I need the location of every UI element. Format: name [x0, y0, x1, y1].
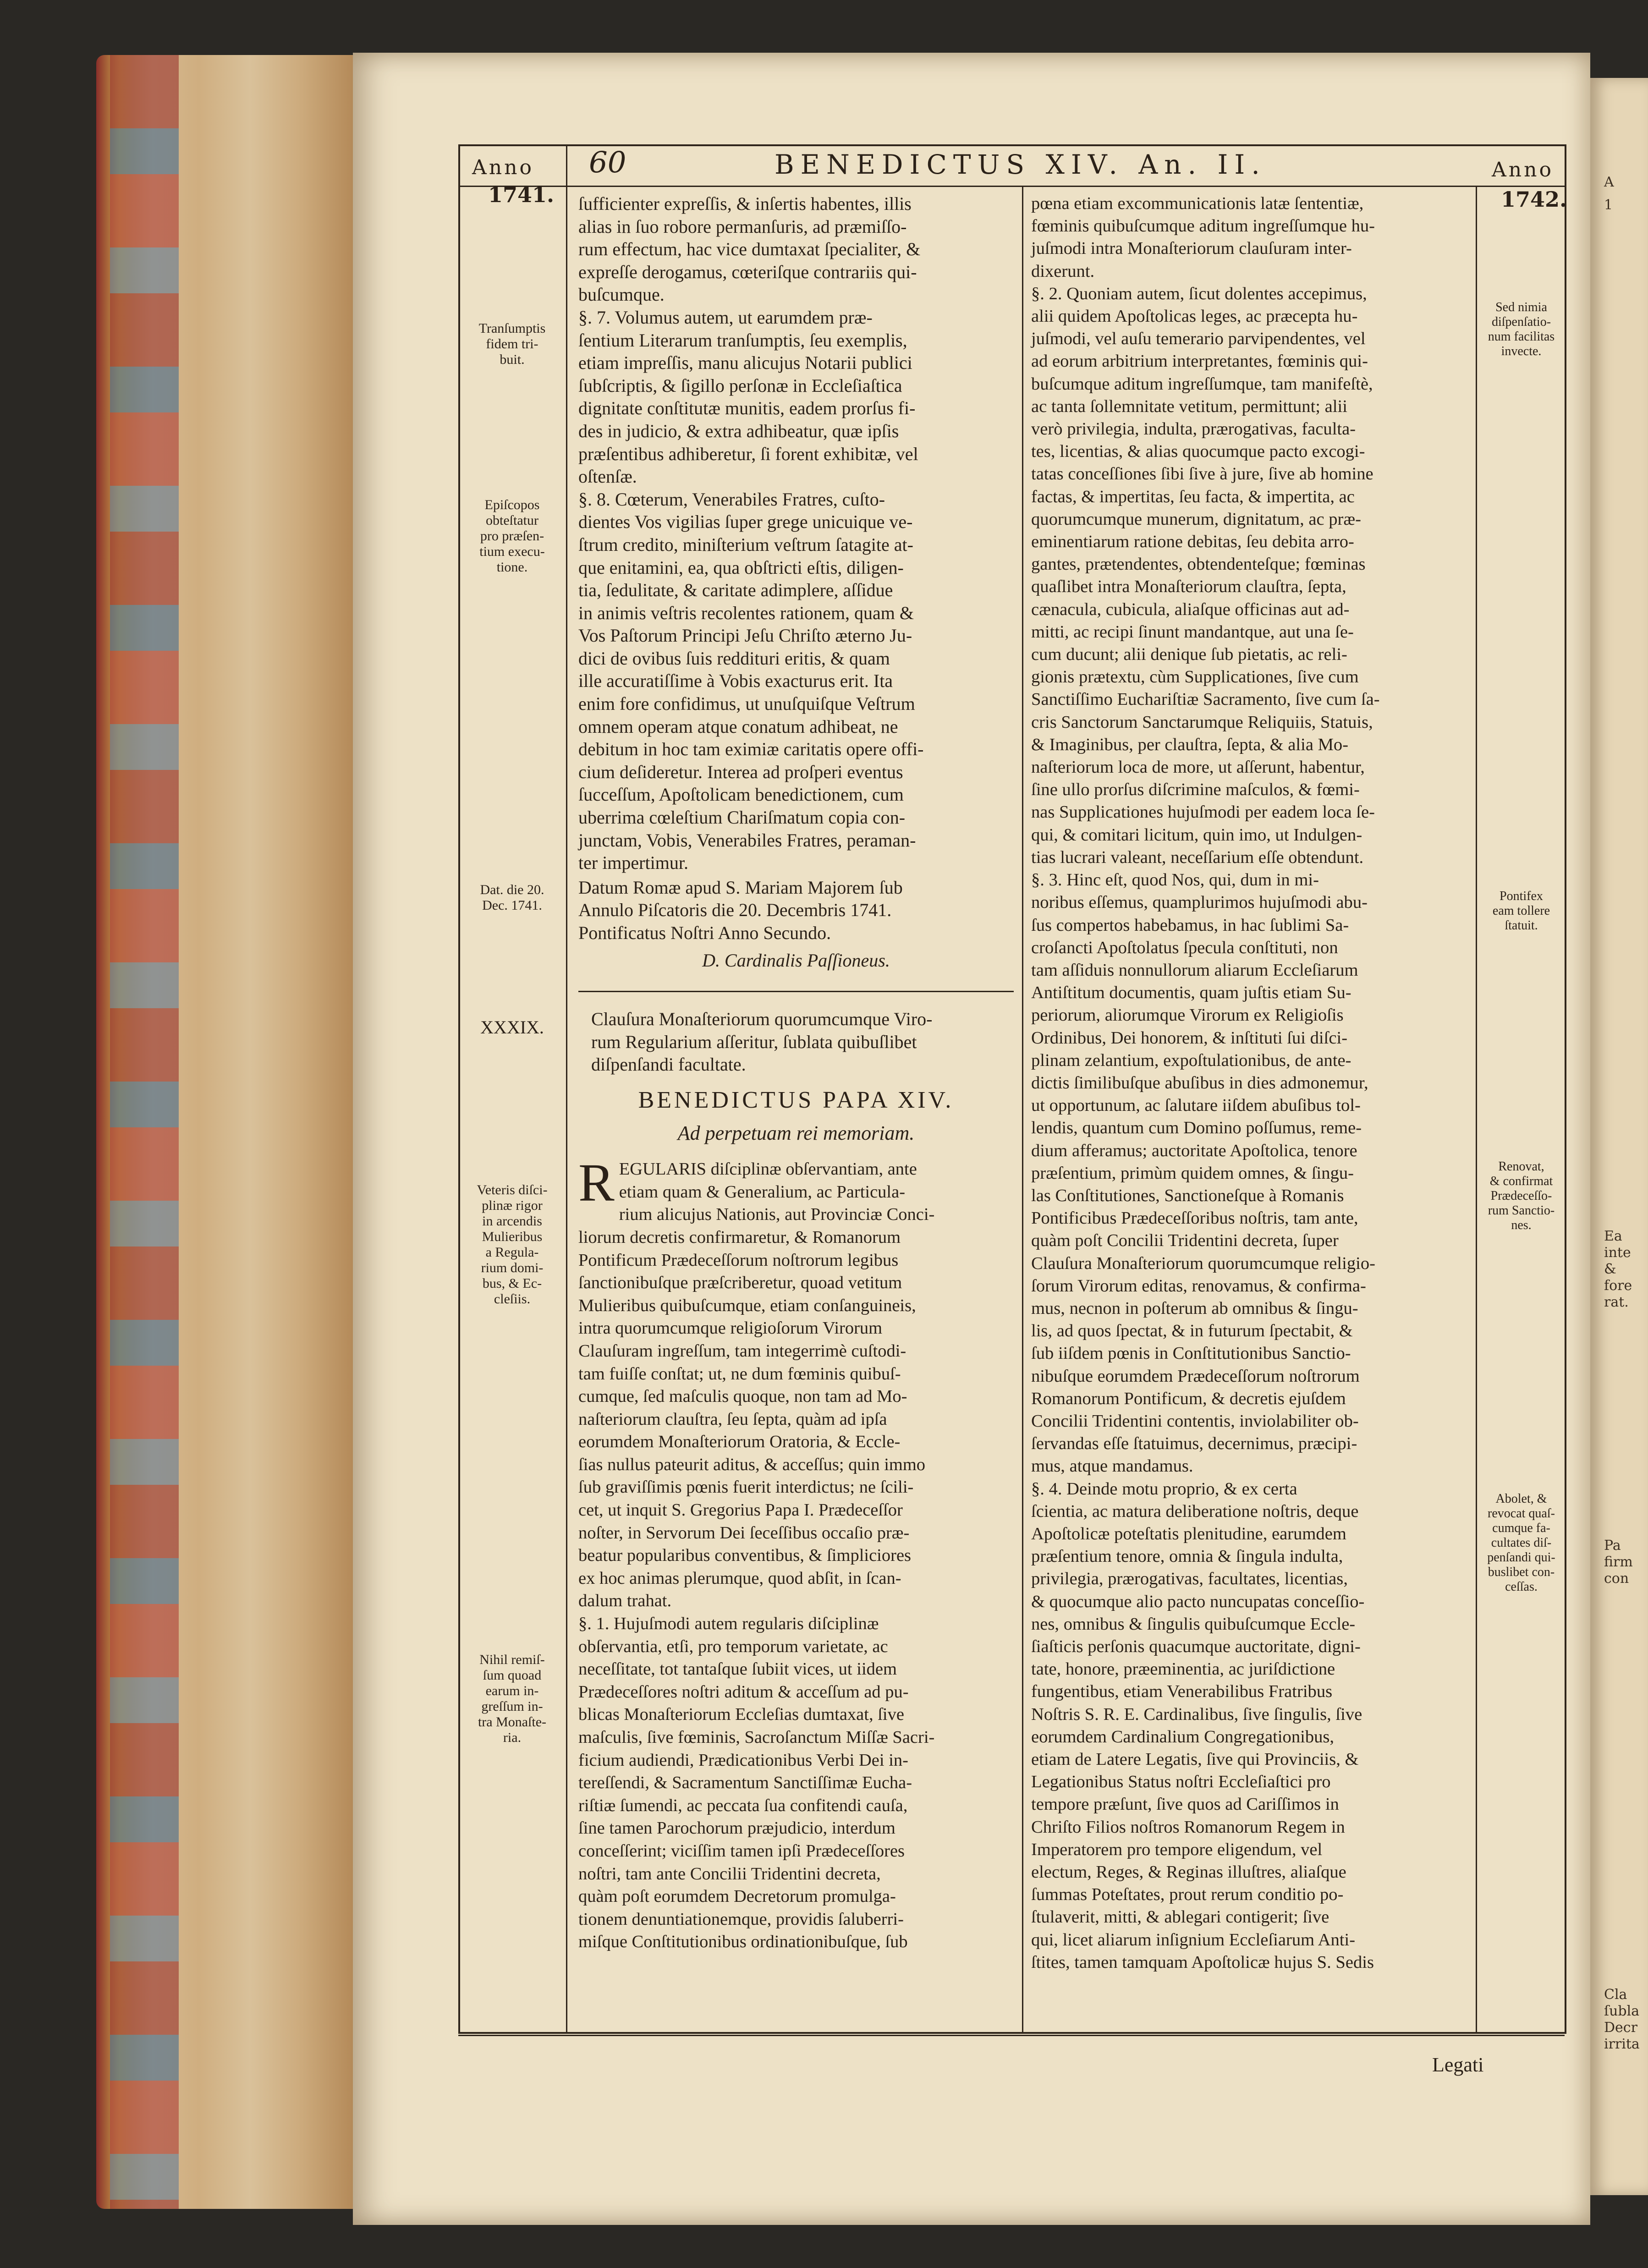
- margin-note: Dat. die 20. Dec. 1741.: [480, 882, 544, 913]
- column-divider: [1022, 186, 1023, 2032]
- paragraph: §. 7. Volumus autem, ut earumdem præ- ſentium Literarum tranſumptis, ſeu exemplis, etiam impreſſis, manu alicujus Notarii publici ſubſcriptis, & ſigillo perſonæ in Eccleſiaſtica dignitate conſtitutæ munitis, eadem prorſus fi- des in judicio, & extra adhibeatur, quæ ipſis præſentibus adhiberetur, ſi forent exhibitæ, vel oſtenſæ.: [578, 307, 918, 487]
- paragraph-text: EGULARIS diſciplinæ obſervantiam, ante etiam quam & Generalium, ac Particula- rium alicujus Nationis, aut Provinciæ Conci- liorum decretis confirmaretur, & Romanorum Pontificum Prædeceſſorum noſtrorum legibus ſanctionibuſque præſcriberetur, quoad vetitum Mulieribus quibuſcumque, etiam conſanguineis, intra quorumcumque religioſorum Virorum Clauſuram ingreſſum, tam integerrimè cuſtodi- tam fuiſſe conſtat; ut, ne dum fœminis quibuſ- cumque, ſed maſculis quoque, non tam ad Mo- naſteriorum clauſtra, ſeu ſepta, quàm ad ipſa eorumdem Monaſteriorum Oratoria, & Eccle- ſias nullus pateurit aditus, & acceſſus; quin immo ſub graviſſimis pœnis fuerit interdictus; ne ſcili- cet, ut inquit S. Gregorius Papa I. Prædeceſſor noſter, in Servorum Dei ſeceſſibus occaſio præ- beatur popularibus conventibus, & ſimpliciores ex hoc animas plerumque, quod abſit, in ſcan- dalum trahat.: [578, 1159, 935, 1611]
- next-page-fragment: inte: [1604, 1245, 1631, 1261]
- next-page-fragment: irrita: [1604, 2036, 1640, 2052]
- right-column: [1031, 192, 1471, 1974]
- next-page-fragment: firm: [1604, 1554, 1633, 1570]
- next-page-fragment: con: [1604, 1571, 1629, 1587]
- document-heading: BENEDICTUS PAPA XIV.: [638, 1087, 954, 1113]
- paragraph: [578, 1153, 1014, 1613]
- book-fore-edge: [96, 55, 353, 2209]
- margin-note: Sed nimia diſpenſatio- num facilitas invecte.: [1488, 300, 1555, 358]
- section-divider: [578, 991, 1014, 992]
- paragraph: §. 4. Deinde motu proprio, & ex certa ſcientia, ac matura deliberatione noſtris, deque Apoſtolicæ poteſtatis plenitudine, earumdem præſentium tenore, omnia & ſingula indulta, privilegia, prærogativas, facultates, licentias, & quocumque alio pacto nuncupatas conceſſio- nes, omnibus & ſingulis quibuſcumque Eccle- ſiaſticis perſonis quacumque auctoritate, digni- tate, honore, præeminentia, ac juriſdictione fungentibus, etiam Venerabilibus Fratribus Noſtris S. R. E. Cardinalibus, ſive ſingulis, ſive eorumdem Cardinalium Congregationibus, etiam de Latere Legatis, ſive qui Provinciis, & Legationibus Status noſtri Eccleſiaſtici pro tempore præſunt, ſive quos ad Cariſſimos in Chriſto Filios noſtros Romanorum Regem in Imperatorem pro tempore eligendum, vel electum, Reges, & Reginas illuſtres, aliaſque ſummas Poteſtates, prout rerum conditio po- ſtulaverit, mitti, & ablegari contigerit; ſive qui, licet aliarum inſignium Eccleſiarum Anti- ſtites, tamen tamquam Apoſtolicæ hujus S. Sedis: [1031, 1479, 1374, 1972]
- catchword: Legati: [1432, 2054, 1484, 2076]
- header-rule: [458, 186, 1565, 187]
- document-summary: Clauſura Monaſteriorum quorumcumque Viro- rum Regularium aſſeritur, ſublata quibuſlibet diſpenſandi facultate.: [591, 1009, 933, 1075]
- bottom-rule: [458, 2035, 1565, 2036]
- next-page-fragment: A: [1604, 174, 1614, 190]
- next-page-edge: [1590, 78, 1648, 2195]
- paragraph: §. 1. Hujuſmodi autem regularis diſciplinæ obſervantia, etſi, pro temporum varietate, ac neceſſitate, tot tantaſque ſubiit vices, ut iidem Prædeceſſores noſtri aditum & acceſſum ad pu- blicas Monaſteriorum Eccleſias dumtaxat, ſive maſculis, ſive fœminis, Sacroſanctum Miſſæ Sacri- ficium audiendi, Prædicationibus Verbi Dei in- tereſſendi, & Sacramentum Sanctiſſimæ Eucha- riſtiæ ſumendi, ac peccata ſua confitendi cauſa, ſine tamen Parochorum præjudicio, interdum conceſſerint; viciſſim tamen ipſi Prædeceſſores noſtri, tam ante Concilii Tridentini decreta, quàm poſt eorumdem Decretorum promulga- tionem denuntiationemque, providis ſaluberri- miſque Conſtitutionibus ordinationibuſque, ſub: [578, 1614, 935, 1952]
- signature: D. Cardinalis Paſſioneus.: [702, 950, 890, 971]
- next-page-fragment: Ea: [1604, 1228, 1622, 1244]
- left-margin-rule: [566, 144, 567, 2032]
- margin-note: Pontifex eam tollere ſtatuit.: [1492, 889, 1550, 933]
- margin-note-number: XXXIX.: [480, 1017, 544, 1038]
- next-page-fragment: &: [1604, 1261, 1616, 1277]
- next-page-fragment: Pa: [1604, 1538, 1621, 1554]
- anno-right: Anno: [1492, 158, 1554, 181]
- next-page-fragment: Cla: [1604, 1987, 1627, 2003]
- drop-capital: R: [578, 1153, 615, 1213]
- next-page-fragment: fore: [1604, 1278, 1632, 1294]
- year-right: 1742.: [1501, 187, 1567, 212]
- year-left: 1741.: [488, 182, 555, 207]
- dating-clause: Datum Romæ apud S. Mariam Majorem ſub Annulo Piſcatoris die 20. Decembris 1741. Pontificatus Noſtri Anno Secundo.: [578, 877, 903, 943]
- margin-note: Tranſumptis fidem tri- buit.: [478, 321, 546, 367]
- margin-note: Veteris diſci- plinæ rigor in arcendis Mulieribus a Regula- rium domi- bus, & Ec- cleſiis.: [477, 1182, 548, 1307]
- paragraph: §. 3. Hinc eſt, quod Nos, qui, dum in mi- noribus eſſemus, quamplurimos hujuſmodi abu- ſus compertos habebamus, in hac ſublimi Sa- croſancti Apoſtolatus ſpecula conſtituti, non tam aſſiduis nonnullorum aliarum Eccleſiarum Antiſtitum documentis, quam juſtis etiam Su- periorum, aliorumque Virorum ex Religioſis Ordinibus, Dei honorem, & inſtituti ſui diſci- plinam zelantium, expoſtulationibus, de ante- dictis ſimilibuſque abuſibus in dies admonemur, ut opportunum, ac ſalutare iiſdem abuſibus tol- lendis, quantum cum Domino poſſumus, reme- dium afferamus; auctoritate Apoſtolica, tenore præſentium, primùm quidem omnes, & ſingu- las Conſtitutiones, Sanctioneſque à Romanis Pontificibus Prædeceſſoribus noſtris, tam ante, quàm poſt Concilii Tridentini decreta, ſuper Clauſura Monaſteriorum quorumcumque religio- ſorum Virorum editas, renovamus, & confirma- mus, necnon in poſterum ab omnibus & ſingu- lis, ad quos ſpectat, & in futurum ſpectabit, & ſub iiſdem pœnis in Conſtitutionibus Sanctio- nibuſque eorumdem Prædeceſſorum noſtrorum Romanorum Pontificum, & decretis ejuſdem Concilii Tridentini contentis, inviolabiliter ob- ſervandas eſſe ſtatuimus, decernimus, præcipi- mus, atque mandamus.: [1031, 870, 1376, 1476]
- paragraph: §. 8. Cœterum, Venerabiles Fratres, cuſto- dientes Vos vigilias ſuper grege unicuique ve- ſtrum credito, miniſterium veſtrum ſatagite at- que enitamini, ea, qua obſtricti eſtis, diligen- tia, ſedulitate, & caritate adimplere, aſſidue in animis veſtris recolentes rationem, quam & Vos Paſtorum Principi Jeſu Chriſto æterno Ju- dici de ovibus ſuis reddituri eritis, & quam ille accuratiſſime à Vobis exacturus erit. Ita enim fore confidimus, ut unuſquiſque Veſtrum omnem operam atque conatum adhibeat, ne debitum in hoc tam eximiæ caritatis opere offi- cium deſideretur. Interea ad proſperi eventus ſucceſſum, Apoſtolicam benedictionem, cum uberrima cœleſtium Chariſmatum copia con- junctam, Vobis, Venerabiles Fratres, peraman- ter impertimur.: [578, 489, 924, 873]
- right-margin-rule: [1476, 186, 1477, 2032]
- next-page-fragment: rat.: [1604, 1294, 1629, 1310]
- left-column: [578, 192, 1014, 1954]
- paragraph: §. 2. Quoniam autem, ſicut dolentes accepimus, alii quidem Apoſtolicas leges, ac præcepta hu- juſmodi, vel auſu temerario parvipendentes, vel ad eorum arbitrium interpretantes, fœminis qui- buſcumque aditum ingreſſumque, tam manifeſtè, ac tanta ſollemnitate vetitum, permittunt; alii verò privilegia, indulta, prærogativas, faculta- tes, licentias, & alias quocumque pacto excogi- tatas conceſſiones ſibi ſive à jure, ſive ab homine factas, & impertitas, ſeu facta, & impertita, ac quorumcumque munerum, dignitatum, ac præ- eminentiarum ratione debitas, ſeu debita arro- gantes, prætendentes, obtendenteſque; fœminas quaſlibet intra Monaſteriorum clauſtra, ſepta, cænacula, cubicula, aliaſque officinas aut ad- mitti, ac recipi ſinunt mandantque, aut una ſe- cum ducunt; alii denique ſub pietatis, ac reli- gionis prætextu, cùm Supplicationes, ſive cum Sanctiſſimo Euchariſtiæ Sacramento, ſive cum ſa- cris Sanctorum Sanctarumque Reliquiis, Statuis, & Imaginibus, per clauſtra, ſepta, & alia Mo- naſteriorum loca de more, ut aſſerunt, habentur, ſine ullo prorſus diſcrimine maſculos, & fœmi- nas Supplicationes hujuſmodi per eadem loca ſe- qui, & comitari licitum, quin imo, ut Indulgen- tias lucrari valeant, neceſſarium eſſe obtendunt.: [1031, 284, 1380, 867]
- paragraph: ſufficienter expreſſis, & inſertis habentes, illis alias in ſuo robore permanſuris, ad præmiſſo- rum effectum, hac vice dumtaxat ſpecialiter, & expreſſe derogamus, cœteriſque contrariis qui- buſcumque.: [578, 193, 921, 305]
- margin-note: Epiſcopos obteſtatur pro præſen- tium execu- tione.: [479, 497, 545, 575]
- margin-note: Nihil remiſ- ſum quoad earum in- greſſum in- tra Monaſte- ria.: [478, 1652, 547, 1745]
- running-title: BENEDICTUS XIV. An. II.: [775, 149, 1266, 180]
- anno-left: Anno: [472, 156, 534, 179]
- next-page-fragment: 1: [1604, 197, 1613, 213]
- margin-note: Renovat, & confirmat Prædeceſſo- rum Sanctio- nes.: [1488, 1159, 1555, 1232]
- next-page-fragment: ſubla: [1604, 2003, 1640, 2019]
- margin-note: Abolet, & revocat quaſ- cumque fa- cultates diſ- penſandi qui- buslibet con- ceſſas.: [1487, 1492, 1555, 1594]
- document-subheading: Ad perpetuam rei memoriam.: [677, 1121, 915, 1144]
- paragraph: pœna etiam excommunicationis latæ ſententiæ, fœminis quibuſcumque aditum ingreſſumque hu- juſmodi intra Monaſteriorum clauſuram inter- dixerunt.: [1031, 194, 1375, 281]
- next-page-fragment: Decr: [1604, 2020, 1637, 2036]
- page-number: 60: [589, 146, 626, 180]
